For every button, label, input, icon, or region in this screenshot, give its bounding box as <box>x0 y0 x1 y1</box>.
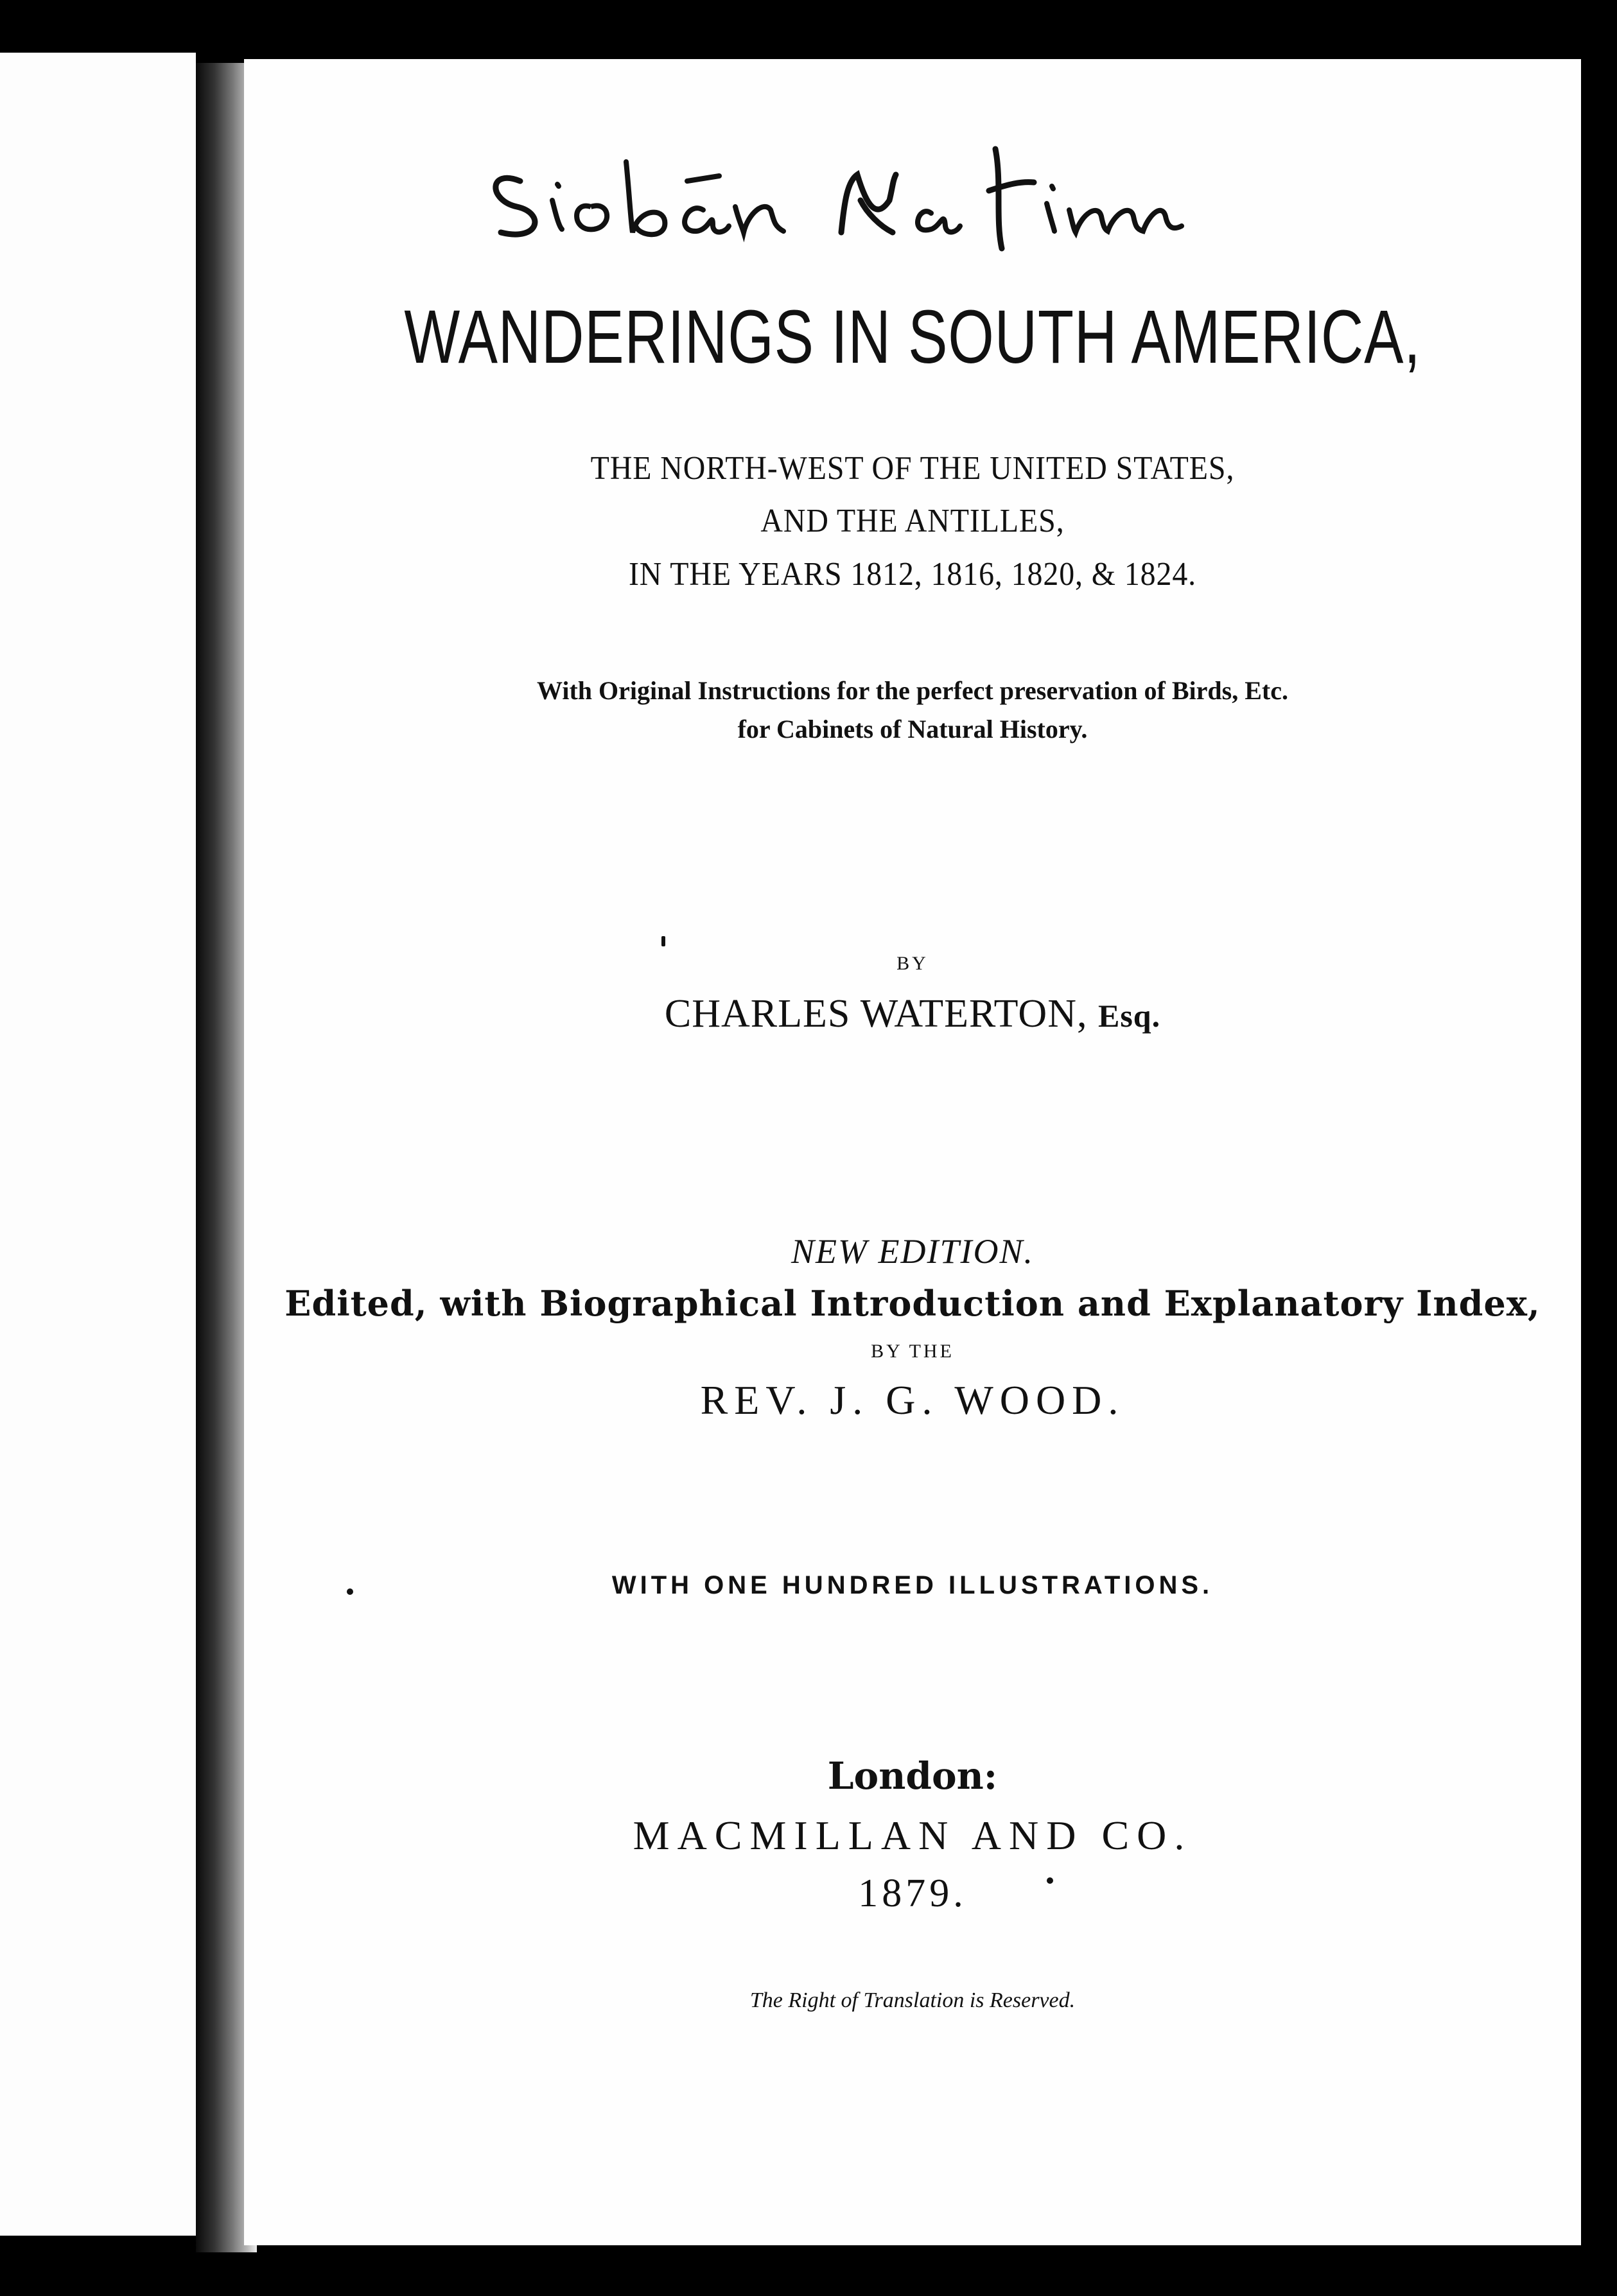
by-the-label: BY THE <box>871 1341 954 1362</box>
ink-speck <box>661 936 665 946</box>
author-name: CHARLES WATERTON, <box>664 992 1088 1036</box>
by-label: BY <box>896 953 929 974</box>
ink-speck <box>347 1588 353 1595</box>
imprint-publisher: MACMILLAN AND CO. <box>633 1813 1193 1858</box>
instructions-line: With Original Instructions for the perfect preservation of Birds, Etc. <box>537 676 1288 705</box>
editor-note: Edited, with Biographical Introduction and Explanatory Index, <box>284 1283 1541 1324</box>
rights-notice: The Right of Translation is Reserved. <box>749 1988 1076 2012</box>
author-line <box>244 991 1581 1037</box>
book-title: WANDERINGS IN SOUTH AMERICA, <box>404 295 1421 379</box>
editor-name: REV. J. G. WOOD. <box>700 1377 1125 1423</box>
imprint-year: 1879. <box>858 1872 967 1915</box>
edition-label: NEW EDITION. <box>791 1232 1034 1271</box>
author-suffix: Esq. <box>1097 998 1161 1034</box>
imprint-place: London: <box>827 1754 998 1798</box>
facing-page <box>0 53 196 2236</box>
subtitle-line: IN THE YEARS 1812, 1816, 1820, & 1824. <box>628 556 1197 593</box>
subtitle-line: THE NORTH-WEST OF THE UNITED STATES, <box>590 450 1235 487</box>
title-page <box>244 59 1581 2245</box>
illustrations-note: WITH ONE HUNDRED ILLUSTRATIONS. <box>611 1571 1214 1599</box>
ink-speck <box>1047 1877 1053 1884</box>
owner-signature <box>482 130 1278 258</box>
subtitle-line: AND THE ANTILLES, <box>760 503 1065 539</box>
instructions-line: for Cabinets of Natural History. <box>737 715 1088 744</box>
